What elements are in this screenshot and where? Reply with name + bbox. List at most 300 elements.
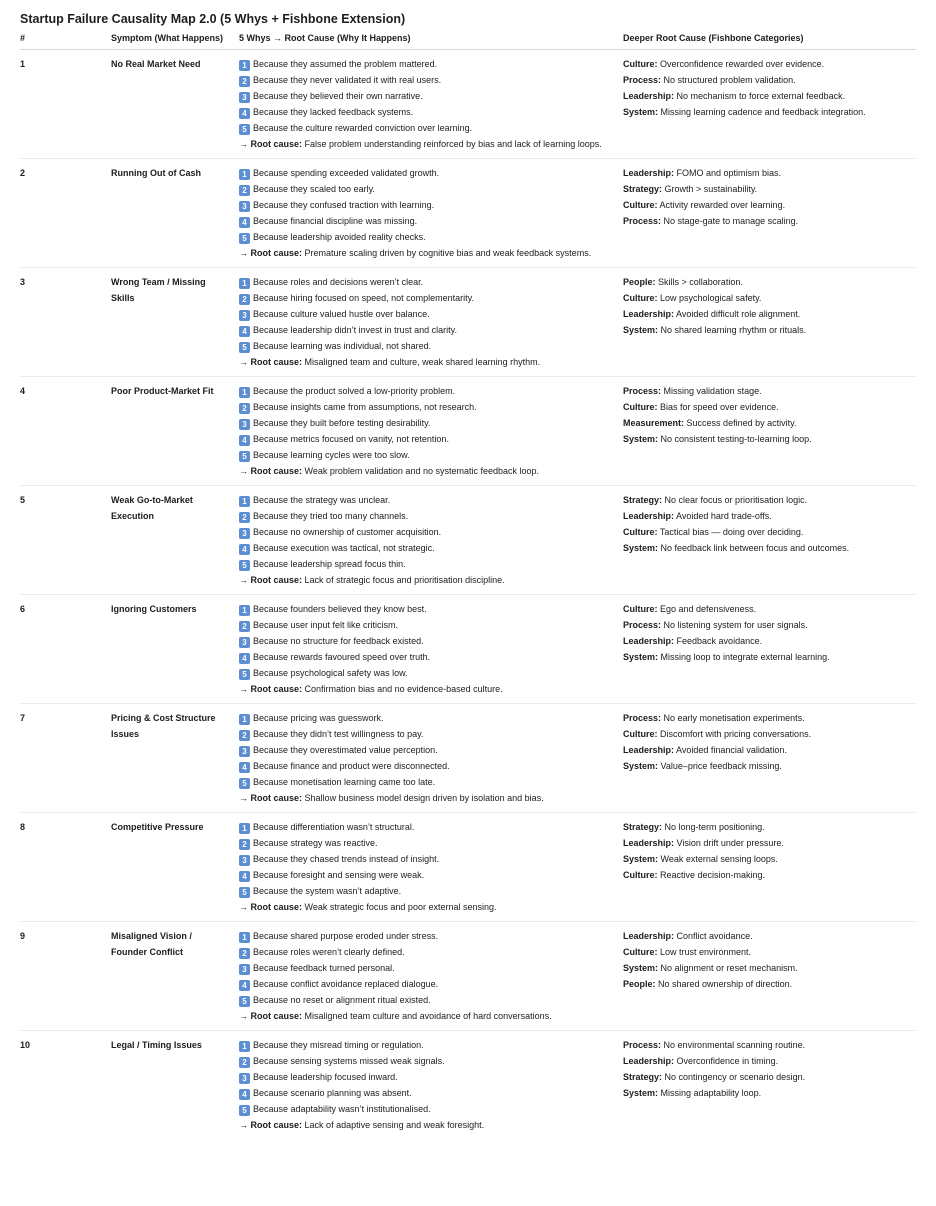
fishbone-item: [623, 928, 916, 944]
why-step: [239, 1053, 609, 1069]
row-deeper-causes: [623, 813, 916, 922]
fishbone-category: System:: [623, 434, 659, 444]
number-5-icon: 5: [239, 451, 250, 462]
fishbone-category: System:: [623, 652, 659, 662]
fishbone-text: No early monetisation experiments.: [663, 713, 805, 723]
why-step: [239, 165, 609, 181]
row-deeper-causes: [623, 922, 916, 1031]
fishbone-item: [623, 710, 916, 726]
fishbone-item: [623, 633, 916, 649]
why-step-text: Because they tried too many channels.: [253, 511, 409, 521]
why-step-text: Because psychological safety was low.: [253, 668, 408, 678]
why-step-text: Because they lacked feedback systems.: [253, 107, 414, 117]
why-step-text: Because metrics focused on vanity, not retention.: [253, 434, 449, 444]
why-step-text: Because they never validated it with real users.: [253, 75, 442, 85]
why-step-text: Because they scaled too early.: [253, 184, 375, 194]
number-2-icon: 2: [239, 621, 250, 632]
fishbone-text: Skills > collaboration.: [658, 277, 743, 287]
why-step-text: Because they misread timing or regulation.: [253, 1040, 424, 1050]
number-3-icon: 3: [239, 201, 250, 212]
fishbone-text: Discomfort with pricing conversations.: [660, 729, 812, 739]
fishbone-category: People:: [623, 979, 656, 989]
fishbone-item: [623, 197, 916, 213]
why-step-text: Because rewards favoured speed over truth.: [253, 652, 431, 662]
number-3-icon: 3: [239, 528, 250, 539]
fishbone-text: Tactical bias — doing over deciding.: [659, 527, 804, 537]
root-cause-label: Root cause:: [250, 466, 303, 476]
fishbone-item: [623, 72, 916, 88]
number-4-icon: 4: [239, 1089, 250, 1100]
fishbone-text: No shared learning rhythm or rituals.: [660, 325, 807, 335]
number-2-icon: 2: [239, 294, 250, 305]
number-1-icon: 1: [239, 278, 250, 289]
row-symptom: Competitive Pressure: [111, 822, 204, 832]
fishbone-item: [623, 944, 916, 960]
row-symptom: Misaligned Vision / Founder Conflict: [111, 931, 192, 957]
row-five-whys: [239, 922, 623, 1031]
table-row: [20, 50, 916, 159]
fishbone-category: Process:: [623, 216, 662, 226]
fishbone-item: [623, 1069, 916, 1085]
why-step-text: Because learning cycles were too slow.: [253, 450, 410, 460]
fishbone-category: System:: [623, 963, 659, 973]
table-row: [20, 813, 916, 922]
row-number: 2: [20, 168, 26, 178]
row-deeper-causes: [623, 268, 916, 377]
why-step: [239, 540, 609, 556]
fishbone-category: Culture:: [623, 200, 658, 210]
root-cause-text: Lack of strategic focus and prioritisation discipline.: [304, 575, 505, 585]
root-cause-text: Weak problem validation and no systematic feedback loop.: [304, 466, 540, 476]
why-step-text: Because leadership didn’t invest in trust and clarity.: [253, 325, 457, 335]
why-step: [239, 492, 609, 508]
fishbone-category: Leadership:: [623, 931, 675, 941]
root-cause-label: Root cause:: [250, 357, 303, 367]
table-row: [20, 922, 916, 1031]
root-cause: [239, 790, 609, 806]
fishbone-text: No feedback link between focus and outcomes.: [660, 543, 850, 553]
number-4-icon: 4: [239, 871, 250, 882]
why-step-text: Because monetisation learning came too late.: [253, 777, 436, 787]
root-cause: [239, 572, 609, 588]
fishbone-category: Leadership:: [623, 511, 675, 521]
fishbone-text: Vision drift under pressure.: [676, 838, 784, 848]
number-4-icon: 4: [239, 653, 250, 664]
root-cause-text: Confirmation bias and no evidence-based culture.: [304, 684, 503, 694]
fishbone-category: Leadership:: [623, 1056, 675, 1066]
number-5-icon: 5: [239, 778, 250, 789]
why-step: [239, 617, 609, 633]
number-5-icon: 5: [239, 342, 250, 353]
fishbone-category: System:: [623, 107, 659, 117]
arrow-right-icon: →: [239, 575, 248, 585]
fishbone-item: [623, 508, 916, 524]
fishbone-category: Leadership:: [623, 91, 675, 101]
fishbone-item: [623, 1085, 916, 1101]
why-step-text: Because they overestimated value perception.: [253, 745, 438, 755]
number-2-icon: 2: [239, 512, 250, 523]
number-3-icon: 3: [239, 92, 250, 103]
number-5-icon: 5: [239, 1105, 250, 1116]
fishbone-category: Culture:: [623, 527, 658, 537]
why-step: [239, 322, 609, 338]
fishbone-item: [623, 492, 916, 508]
number-1-icon: 1: [239, 496, 250, 507]
arrow-right-icon: →: [239, 793, 248, 803]
why-step: [239, 774, 609, 790]
row-deeper-causes: [623, 377, 916, 486]
row-deeper-causes: [623, 1031, 916, 1140]
why-step: [239, 758, 609, 774]
why-step: [239, 976, 609, 992]
fishbone-text: Ego and defensiveness.: [660, 604, 757, 614]
fishbone-text: No listening system for user signals.: [663, 620, 808, 630]
why-step: [239, 944, 609, 960]
header-num: #: [20, 33, 111, 50]
table-header-row: [20, 33, 916, 50]
number-2-icon: 2: [239, 948, 250, 959]
number-5-icon: 5: [239, 560, 250, 571]
arrow-right-icon: →: [239, 1120, 248, 1130]
why-step-text: Because no reset or alignment ritual existed.: [253, 995, 431, 1005]
fishbone-category: System:: [623, 854, 659, 864]
fishbone-item: [623, 742, 916, 758]
fishbone-item: [623, 601, 916, 617]
fishbone-category: Strategy:: [623, 822, 663, 832]
why-step-text: Because roles and decisions weren’t clear.: [253, 277, 424, 287]
why-step: [239, 56, 609, 72]
fishbone-category: Process:: [623, 1040, 662, 1050]
fishbone-category: Process:: [623, 620, 662, 630]
fishbone-category: Measurement:: [623, 418, 685, 428]
number-2-icon: 2: [239, 1057, 250, 1068]
why-step: [239, 819, 609, 835]
number-2-icon: 2: [239, 185, 250, 196]
fishbone-text: Avoided financial validation.: [676, 745, 787, 755]
why-step-text: Because they chased trends instead of insight.: [253, 854, 440, 864]
fishbone-text: No long-term positioning.: [664, 822, 765, 832]
page-title: Startup Failure Causality Map 2.0 (5 Whys + Fishbone Extension): [20, 12, 406, 26]
fishbone-text: FOMO and optimism bias.: [676, 168, 782, 178]
why-step: [239, 1101, 609, 1117]
row-number: 3: [20, 277, 26, 287]
table-row: [20, 268, 916, 377]
fishbone-item: [623, 431, 916, 447]
fishbone-text: Activity rewarded over learning.: [659, 200, 786, 210]
number-5-icon: 5: [239, 124, 250, 135]
why-step-text: Because roles weren’t clearly defined.: [253, 947, 405, 957]
why-step-text: Because financial discipline was missing.: [253, 216, 418, 226]
number-5-icon: 5: [239, 887, 250, 898]
why-step-text: Because leadership focused inward.: [253, 1072, 398, 1082]
fishbone-text: Low psychological safety.: [660, 293, 762, 303]
why-step: [239, 556, 609, 572]
fishbone-item: [623, 415, 916, 431]
fishbone-category: Leadership:: [623, 745, 675, 755]
why-step: [239, 928, 609, 944]
row-five-whys: [239, 704, 623, 813]
number-4-icon: 4: [239, 108, 250, 119]
fishbone-category: People:: [623, 277, 656, 287]
fishbone-item: [623, 104, 916, 120]
row-five-whys: [239, 486, 623, 595]
root-cause-text: Misaligned team culture and avoidance of hard conversations.: [304, 1011, 552, 1021]
why-step-text: Because feedback turned personal.: [253, 963, 395, 973]
why-step-text: Because they didn’t test willingness to pay.: [253, 729, 424, 739]
fishbone-text: No consistent testing-to-learning loop.: [660, 434, 812, 444]
root-cause-text: Lack of adaptive sensing and weak foresight.: [304, 1120, 485, 1130]
row-five-whys: [239, 595, 623, 704]
fishbone-item: [623, 399, 916, 415]
causality-table: [20, 33, 916, 1139]
why-step: [239, 710, 609, 726]
fishbone-item: [623, 322, 916, 338]
row-symptom: Legal / Timing Issues: [111, 1040, 202, 1050]
why-step-text: Because they believed their own narrative.: [253, 91, 423, 101]
why-step-text: Because culture valued hustle over balance.: [253, 309, 430, 319]
number-1-icon: 1: [239, 60, 250, 71]
why-step-text: Because differentiation wasn’t structural.: [253, 822, 415, 832]
why-step-text: Because the culture rewarded conviction over learning.: [253, 123, 473, 133]
fishbone-text: No structured problem validation.: [663, 75, 796, 85]
table-row: [20, 595, 916, 704]
why-step-text: Because leadership avoided reality checks.: [253, 232, 426, 242]
why-step: [239, 726, 609, 742]
table-row: [20, 486, 916, 595]
why-step-text: Because pricing was guesswork.: [253, 713, 384, 723]
why-step-text: Because strategy was reactive.: [253, 838, 378, 848]
why-step: [239, 181, 609, 197]
fishbone-item: [623, 306, 916, 322]
why-step-text: Because foresight and sensing were weak.: [253, 870, 425, 880]
why-step: [239, 447, 609, 463]
why-step-text: Because founders believed they know best.: [253, 604, 427, 614]
why-step: [239, 213, 609, 229]
table-row: [20, 704, 916, 813]
why-step-text: Because finance and product were disconnected.: [253, 761, 450, 771]
row-five-whys: [239, 813, 623, 922]
row-number: 7: [20, 713, 26, 723]
fishbone-text: Overconfidence rewarded over evidence.: [660, 59, 825, 69]
fishbone-category: System:: [623, 1088, 659, 1098]
row-number: 5: [20, 495, 26, 505]
row-number: 8: [20, 822, 26, 832]
number-3-icon: 3: [239, 855, 250, 866]
fishbone-item: [623, 649, 916, 665]
why-step: [239, 883, 609, 899]
root-cause-text: Weak strategic focus and poor external sensing.: [304, 902, 497, 912]
fishbone-text: Missing loop to integrate external learning.: [660, 652, 830, 662]
root-cause-label: Root cause:: [250, 139, 303, 149]
fishbone-item: [623, 867, 916, 883]
root-cause-text: Misaligned team and culture, weak shared learning rhythm.: [304, 357, 541, 367]
table-body: [20, 50, 916, 1140]
fishbone-item: [623, 960, 916, 976]
row-symptom: Ignoring Customers: [111, 604, 197, 614]
arrow-right-icon: →: [239, 466, 248, 476]
fishbone-item: [623, 88, 916, 104]
number-1-icon: 1: [239, 605, 250, 616]
fishbone-category: Strategy:: [623, 1072, 663, 1082]
root-cause-label: Root cause:: [250, 1120, 303, 1130]
number-5-icon: 5: [239, 669, 250, 680]
row-deeper-causes: [623, 50, 916, 159]
why-step: [239, 835, 609, 851]
why-step-text: Because insights came from assumptions, not research.: [253, 402, 477, 412]
fishbone-category: Leadership:: [623, 636, 675, 646]
row-symptom: Running Out of Cash: [111, 168, 201, 178]
fishbone-item: [623, 851, 916, 867]
number-2-icon: 2: [239, 730, 250, 741]
why-step: [239, 665, 609, 681]
fishbone-category: Culture:: [623, 59, 658, 69]
number-4-icon: 4: [239, 435, 250, 446]
why-step-text: Because adaptability wasn’t institutionalised.: [253, 1104, 431, 1114]
fishbone-category: Process:: [623, 713, 662, 723]
number-5-icon: 5: [239, 233, 250, 244]
fishbone-item: [623, 1037, 916, 1053]
number-3-icon: 3: [239, 1073, 250, 1084]
row-number: 1: [20, 59, 26, 69]
why-step-text: Because scenario planning was absent.: [253, 1088, 412, 1098]
fishbone-text: Avoided difficult role alignment.: [676, 309, 801, 319]
number-2-icon: 2: [239, 76, 250, 87]
number-1-icon: 1: [239, 1041, 250, 1052]
fishbone-category: Culture:: [623, 947, 658, 957]
fishbone-category: Strategy:: [623, 495, 663, 505]
number-3-icon: 3: [239, 637, 250, 648]
number-4-icon: 4: [239, 980, 250, 991]
root-cause: [239, 463, 609, 479]
why-step-text: Because the product solved a low-priority problem.: [253, 386, 456, 396]
why-step: [239, 104, 609, 120]
why-step: [239, 229, 609, 245]
fishbone-item: [623, 383, 916, 399]
table-row: [20, 377, 916, 486]
fishbone-text: No clear focus or prioritisation logic.: [664, 495, 808, 505]
root-cause-label: Root cause:: [250, 1011, 303, 1021]
number-4-icon: 4: [239, 326, 250, 337]
fishbone-text: Missing learning cadence and feedback integration.: [660, 107, 866, 117]
row-number: 4: [20, 386, 26, 396]
arrow-right-icon: →: [239, 684, 248, 694]
number-3-icon: 3: [239, 419, 250, 430]
row-deeper-causes: [623, 704, 916, 813]
why-step-text: Because they assumed the problem mattered.: [253, 59, 438, 69]
why-step: [239, 399, 609, 415]
why-step-text: Because sensing systems missed weak signals.: [253, 1056, 445, 1066]
fishbone-text: Value–price feedback missing.: [660, 761, 782, 771]
why-step-text: Because spending exceeded validated growth.: [253, 168, 440, 178]
fishbone-item: [623, 290, 916, 306]
why-step-text: Because hiring focused on speed, not complementarity.: [253, 293, 474, 303]
fishbone-item: [623, 835, 916, 851]
row-number: 9: [20, 931, 26, 941]
root-cause-text: False problem understanding reinforced by bias and lack of learning loops.: [304, 139, 602, 149]
why-step-text: Because the strategy was unclear.: [253, 495, 391, 505]
fishbone-text: Low trust environment.: [660, 947, 752, 957]
root-cause-label: Root cause:: [250, 793, 303, 803]
fishbone-item: [623, 1053, 916, 1069]
row-deeper-causes: [623, 595, 916, 704]
fishbone-item: [623, 540, 916, 556]
table-row: [20, 1031, 916, 1140]
why-step: [239, 867, 609, 883]
number-3-icon: 3: [239, 310, 250, 321]
fishbone-text: Missing validation stage.: [663, 386, 762, 396]
why-step: [239, 960, 609, 976]
row-symptom: No Real Market Need: [111, 59, 201, 69]
why-step: [239, 649, 609, 665]
why-step: [239, 1037, 609, 1053]
why-step: [239, 120, 609, 136]
fishbone-item: [623, 524, 916, 540]
row-symptom: Weak Go-to-Market Execution: [111, 495, 193, 521]
row-number: 10: [20, 1040, 31, 1050]
fishbone-item: [623, 56, 916, 72]
why-step: [239, 197, 609, 213]
fishbone-text: Conflict avoidance.: [676, 931, 753, 941]
fishbone-text: No contingency or scenario design.: [664, 1072, 806, 1082]
why-step-text: Because conflict avoidance replaced dialogue.: [253, 979, 439, 989]
why-step: [239, 290, 609, 306]
why-step: [239, 88, 609, 104]
fishbone-text: Missing adaptability loop.: [660, 1088, 762, 1098]
number-4-icon: 4: [239, 217, 250, 228]
row-five-whys: [239, 1031, 623, 1140]
root-cause-label: Root cause:: [250, 902, 303, 912]
fishbone-item: [623, 165, 916, 181]
root-cause: [239, 354, 609, 370]
fishbone-item: [623, 213, 916, 229]
fishbone-category: Culture:: [623, 604, 658, 614]
why-step-text: Because they built before testing desirability.: [253, 418, 431, 428]
arrow-right-icon: →: [239, 248, 248, 258]
fishbone-item: [623, 274, 916, 290]
why-step: [239, 742, 609, 758]
arrow-right-icon: →: [239, 902, 248, 912]
fishbone-category: System:: [623, 543, 659, 553]
header-whys: 5 Whys → Root Cause (Why It Happens): [239, 33, 623, 50]
table-row: [20, 159, 916, 268]
why-step: [239, 338, 609, 354]
fishbone-item: [623, 976, 916, 992]
row-deeper-causes: [623, 486, 916, 595]
why-step-text: Because no ownership of customer acquisition.: [253, 527, 442, 537]
why-step-text: Because learning was individual, not shared.: [253, 341, 432, 351]
fishbone-text: Success defined by activity.: [686, 418, 797, 428]
why-step-text: Because no structure for feedback existed.: [253, 636, 424, 646]
why-step: [239, 415, 609, 431]
why-step: [239, 992, 609, 1008]
row-symptom: Pricing & Cost Structure Issues: [111, 713, 216, 739]
root-cause-text: Premature scaling driven by cognitive bias and weak feedback systems.: [304, 248, 592, 258]
arrow-right-icon: →: [239, 139, 248, 149]
number-2-icon: 2: [239, 839, 250, 850]
fishbone-category: Process:: [623, 386, 662, 396]
fishbone-text: No alignment or reset mechanism.: [660, 963, 798, 973]
row-five-whys: [239, 377, 623, 486]
row-symptom: Wrong Team / Missing Skills: [111, 277, 206, 303]
root-cause-label: Root cause:: [250, 575, 303, 585]
row-symptom: Poor Product-Market Fit: [111, 386, 214, 396]
fishbone-text: No stage-gate to manage scaling.: [663, 216, 799, 226]
fishbone-text: No mechanism to force external feedback.: [676, 91, 846, 101]
fishbone-category: Process:: [623, 75, 662, 85]
why-step: [239, 431, 609, 447]
fishbone-text: Feedback avoidance.: [676, 636, 763, 646]
why-step: [239, 306, 609, 322]
